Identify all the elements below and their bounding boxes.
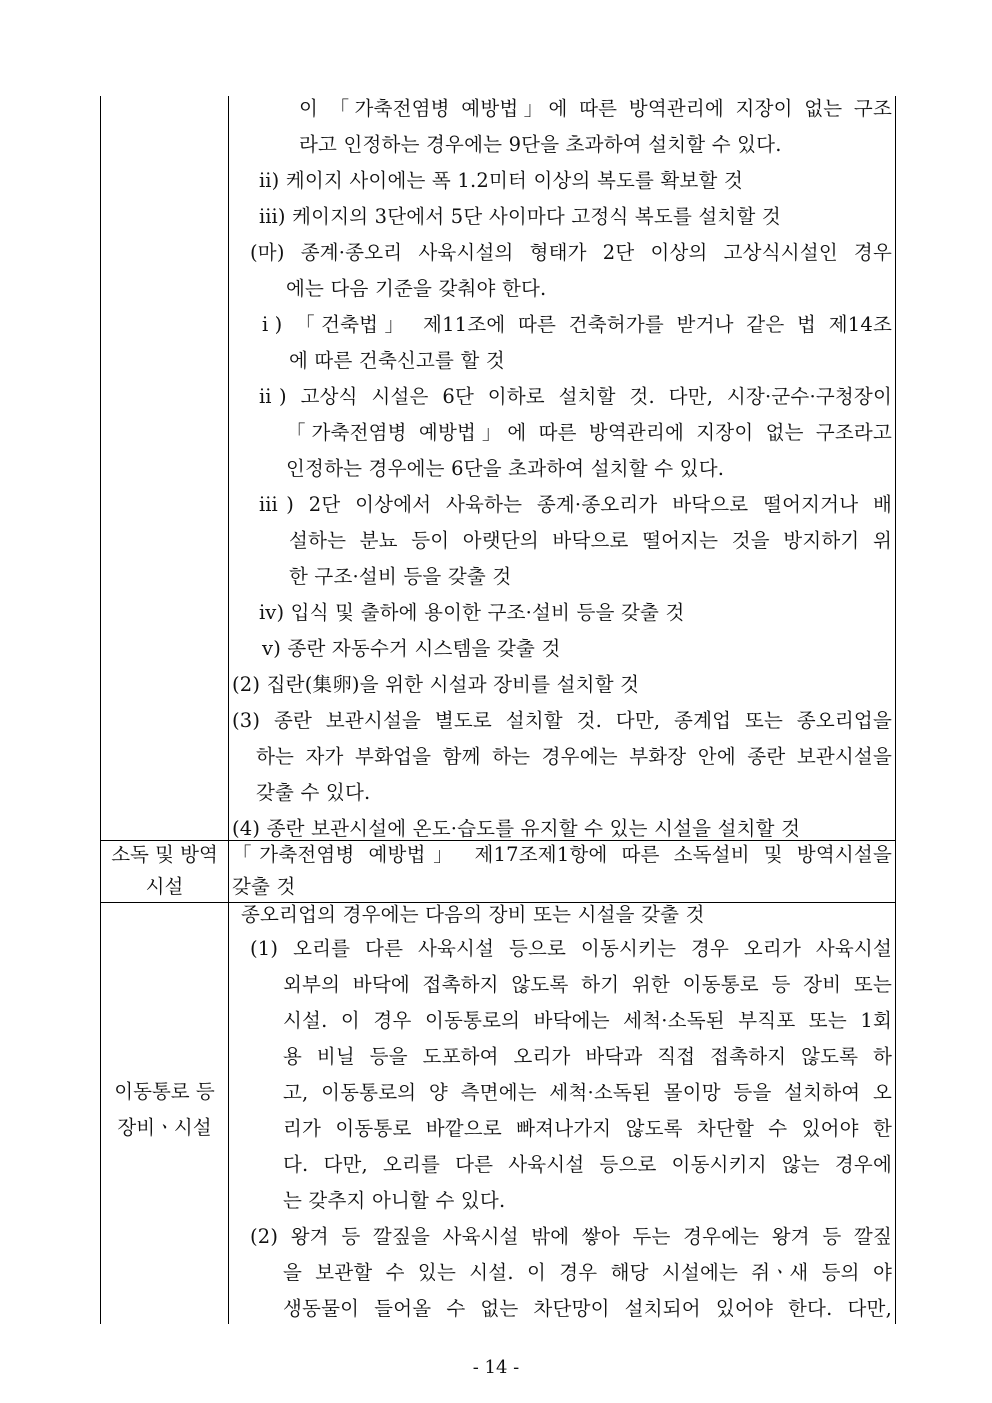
text-line: ⅲ) 케이지의 3단에서 5단 사이마다 고정식 복도를 설치할 것 <box>259 205 781 228</box>
text-line: 시설. 이 경우 이동통로의 바닥에는 세척·소독된 부직포 또는 1회 <box>283 1009 892 1032</box>
text-line: (1) 오리를 다른 사육시설 등으로 이동시키는 경우 오리가 사육시설 <box>250 937 892 960</box>
text-line: ⅲ) 2단 이상에서 사육하는 종계·종오리가 바닥으로 떨어지거나 배 <box>259 493 892 516</box>
text-line: 용 비닐 등을 도포하여 오리가 바닥과 직접 접촉하지 않도록 하 <box>283 1045 892 1068</box>
text-line: 고, 이동통로의 양 측면에는 세척·소독된 몰이망 등을 설치하여 오 <box>283 1081 892 1104</box>
text-line: 다. 다만, 오리를 다른 사육시설 등으로 이동시키지 않는 경우에 <box>283 1153 892 1176</box>
text-line: 라고 인정하는 경우에는 9단을 초과하여 설치할 수 있다. <box>299 133 782 156</box>
text-line: 「가축전염병 예방법」에 따른 방역관리에 지장이 없는 구조라고 <box>286 421 892 444</box>
text-line: ⅱ) 고상식 시설은 6단 이하로 설치할 것. 다만, 시장·군수·구청장이 <box>259 385 892 408</box>
text-line: 이 「가축전염병 예방법」에 따른 방역관리에 지장이 없는 구조 <box>299 97 892 120</box>
text-line: (2) 왕겨 등 깔짚을 사육시설 밖에 쌓아 두는 경우에는 왕겨 등 깔짚 <box>250 1225 892 1248</box>
text-line: 한 구조·설비 등을 갖출 것 <box>289 565 512 588</box>
row-label-passage-line2: 장비ㆍ시설 <box>117 1116 212 1139</box>
text-line: 외부의 바닥에 접촉하지 않도록 하기 위한 이동통로 등 장비 또는 <box>283 973 892 996</box>
text-line: (3) 종란 보관시설을 별도로 설치할 것. 다만, 종계업 또는 종오리업을 <box>232 709 892 732</box>
row-label-disinfection-line2: 시설 <box>145 875 184 898</box>
table-right-border <box>895 96 896 1324</box>
text-line: 갖출 것 <box>232 875 296 898</box>
text-line: (4) 종란 보관시설에 온도·습도를 유지할 수 있는 시설을 설치할 것 <box>232 817 801 840</box>
text-line: (2) 집란(集卵)을 위한 시설과 장비를 설치할 것 <box>232 673 640 696</box>
row-label-disinfection-line1: 소독 및 방역 <box>111 843 218 866</box>
text-line: 종오리업의 경우에는 다음의 장비 또는 시설을 갖출 것 <box>241 903 705 926</box>
text-line: ⅳ) 입식 및 출하에 용이한 구조·설비 등을 갖출 것 <box>259 601 685 624</box>
text-line: 는 갖추지 아니할 수 있다. <box>283 1189 506 1212</box>
text-line: ⅰ) 「건축법」 제11조에 따른 건축허가를 받거나 같은 법 제14조 <box>262 313 892 336</box>
text-line: 에 따른 건축신고를 할 것 <box>289 349 505 372</box>
text-line: 에는 다음 기준을 갖춰야 한다. <box>286 277 547 300</box>
text-line: 리가 이동통로 바깥으로 빠져나가지 않도록 차단할 수 있어야 한 <box>283 1117 892 1140</box>
text-line: 을 보관할 수 있는 시설. 이 경우 해당 시설에는 쥐ㆍ새 등의 야 <box>283 1261 892 1284</box>
row-label-passage-line1: 이동통로 등 <box>114 1080 215 1103</box>
text-line: 하는 자가 부화업을 함께 하는 경우에는 부화장 안에 종란 보관시설을 <box>256 745 892 768</box>
text-line: 「가축전염병 예방법」 제17조제1항에 따른 소독설비 및 방역시설을 <box>232 843 892 866</box>
text-line: 생동물이 들어올 수 없는 차단망이 설치되어 있어야 한다. 다만, <box>283 1297 892 1320</box>
text-line: ⅴ) 종란 자동수거 시스템을 갖출 것 <box>262 637 561 660</box>
page-number: - 14 - <box>472 1357 520 1378</box>
text-line: (마) 종계·종오리 사육시설의 형태가 2단 이상의 고상식시설인 경우 <box>250 241 892 264</box>
text-line: 갖출 수 있다. <box>256 781 371 804</box>
text-line: 인정하는 경우에는 6단을 초과하여 설치할 수 있다. <box>286 457 725 480</box>
text-line: 설하는 분뇨 등이 아랫단의 바닥으로 떨어지는 것을 방지하기 위 <box>289 529 892 552</box>
table-column-divider <box>228 96 229 1324</box>
text-line: ⅱ) 케이지 사이에는 폭 1.2미터 이상의 복도를 확보할 것 <box>259 169 744 192</box>
